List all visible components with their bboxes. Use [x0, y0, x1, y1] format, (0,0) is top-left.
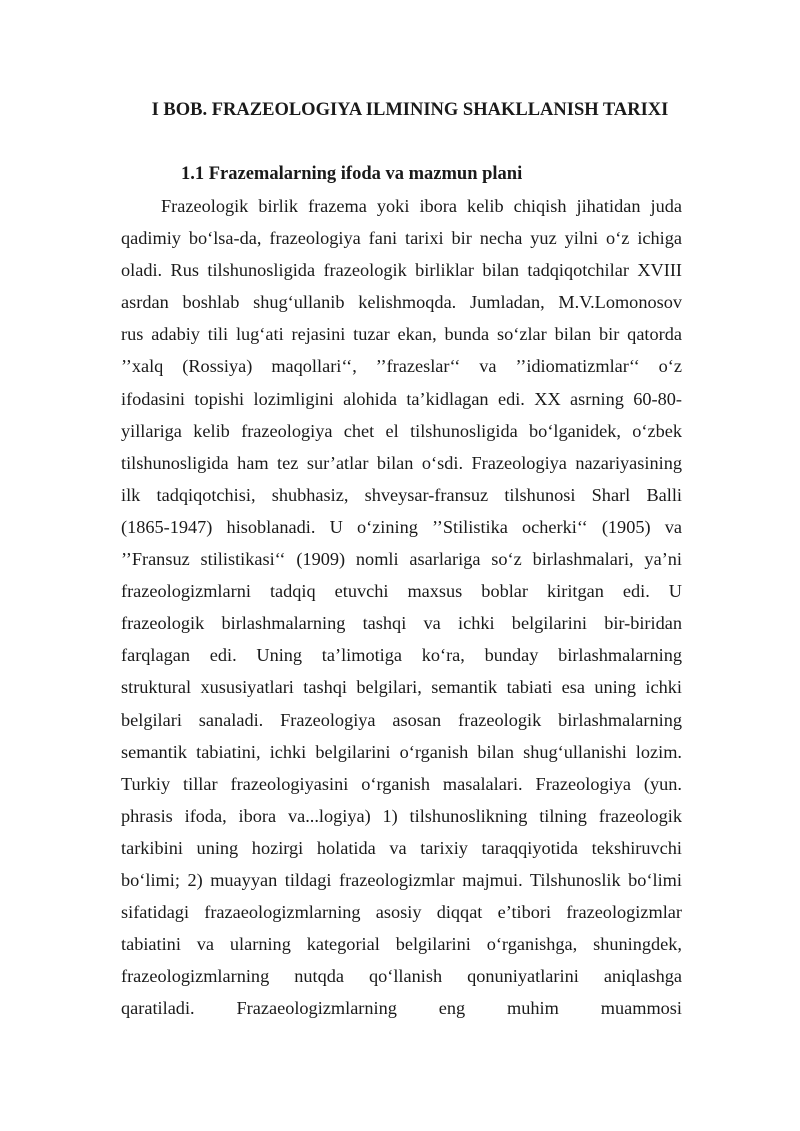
body-line: Frazeologik birlik frazema yoki ibora kelib chiqish jihatidan juda: [161, 196, 682, 216]
body-line: tarkibini uning hozirgi holatida va tarixiy taraqqiyotida tekshiruvchi: [121, 837, 682, 858]
body-line: ’’xalq (Rossiya) maqollari‘‘, ’’frazeslar‘‘ va ’’idiomatizmlar‘‘ o‘z: [121, 356, 682, 377]
body-line: semantik tabiatini, ichki belgilarini o‘rganish bilan shug‘ullanishi lozim.: [121, 741, 682, 762]
body-line: bo‘limi; 2) muayyan tildagi frazeologizmlar majmui. Tilshunoslik bo‘limi: [121, 869, 682, 890]
body-line: frazeologik birlashmalarning tashqi va ichki belgilarini bir-biridan: [121, 613, 682, 634]
body-line: tilshunosligida ham tez sur’atlar bilan o‘sdi. Frazeologiya nazariyasining: [121, 452, 682, 473]
body-line: sifatidagi frazaeologizmlarning asosiy diqqat e’tibori frazeologizmlar: [121, 902, 682, 923]
body-line: tabiatini va ularning kategorial belgilarini o‘rganishga, shuningdek,: [121, 934, 682, 955]
section-heading: 1.1 Frazemalarning ifoda va mazmun plani: [181, 164, 523, 184]
body-line: ’’Fransuz stilistikasi‘‘ (1909) nomli asarlariga so‘z birlashmalari, ya’ni: [121, 549, 682, 570]
body-line: belgilari sanaladi. Frazeologiya asosan frazeologik birlashmalarning: [121, 709, 682, 730]
body-line: frazeologizmlarning nutqda qo‘llanish qonuniyatlarini aniqlashga: [121, 966, 682, 987]
body-line: qadimiy bo‘lsa-da, frazeologiya fani tarixi bir necha yuz yilni o‘z ichiga: [121, 228, 682, 249]
body-line: ilk tadqiqotchisi, shubhasiz, shveysar-fransuz tilshunosi Sharl Balli: [121, 484, 682, 505]
chapter-title: I BOB. FRAZEOLOGIYA ILMINING SHAKLLANISH TARIXI: [151, 100, 669, 120]
body-paragraph: [121, 190, 682, 1024]
body-line: oladi. Rus tilshunosligida frazeologik birliklar bilan tadqiqotchilar XVIII: [121, 260, 682, 281]
body-line: qaratiladi. Frazaeologizmlarning eng muhim muammosi: [121, 998, 682, 1019]
body-line: phrasis ifoda, ibora va...logiya) 1) tilshunoslikning tilning frazeologik: [121, 805, 682, 826]
body-line: yillariga kelib frazeologiya chet el tilshunosligida bo‘lganidek, o‘zbek: [121, 420, 682, 441]
body-line: ifodasini topishi lozimligini alohida ta’kidlagan edi. XX asrning 60-80-: [121, 388, 682, 409]
body-line: (1865-1947) hisoblanadi. U o‘zining ’’Stilistika ocherki‘‘ (1905) va: [121, 516, 682, 537]
body-line: rus adabiy tili lug‘ati rejasini tuzar ekan, bunda so‘zlar bilan bir qatorda: [121, 324, 682, 345]
body-line: frazeologizmlarni tadqiq etuvchi maxsus boblar kiritgan edi. U: [121, 581, 682, 602]
body-line: farqlagan edi. Uning ta’limotiga ko‘ra, bunday birlashmalarning: [121, 645, 682, 666]
body-line: struktural xususiyatlari tashqi belgilari, semantik tabiati esa uning ichki: [121, 677, 682, 698]
body-line: Turkiy tillar frazeologiyasini o‘rganish masalalari. Frazeologiya (yun.: [121, 773, 682, 794]
body-line: asrdan boshlab shug‘ullanib kelishmoqda. Jumladan, M.V.Lomonosov: [121, 292, 682, 313]
